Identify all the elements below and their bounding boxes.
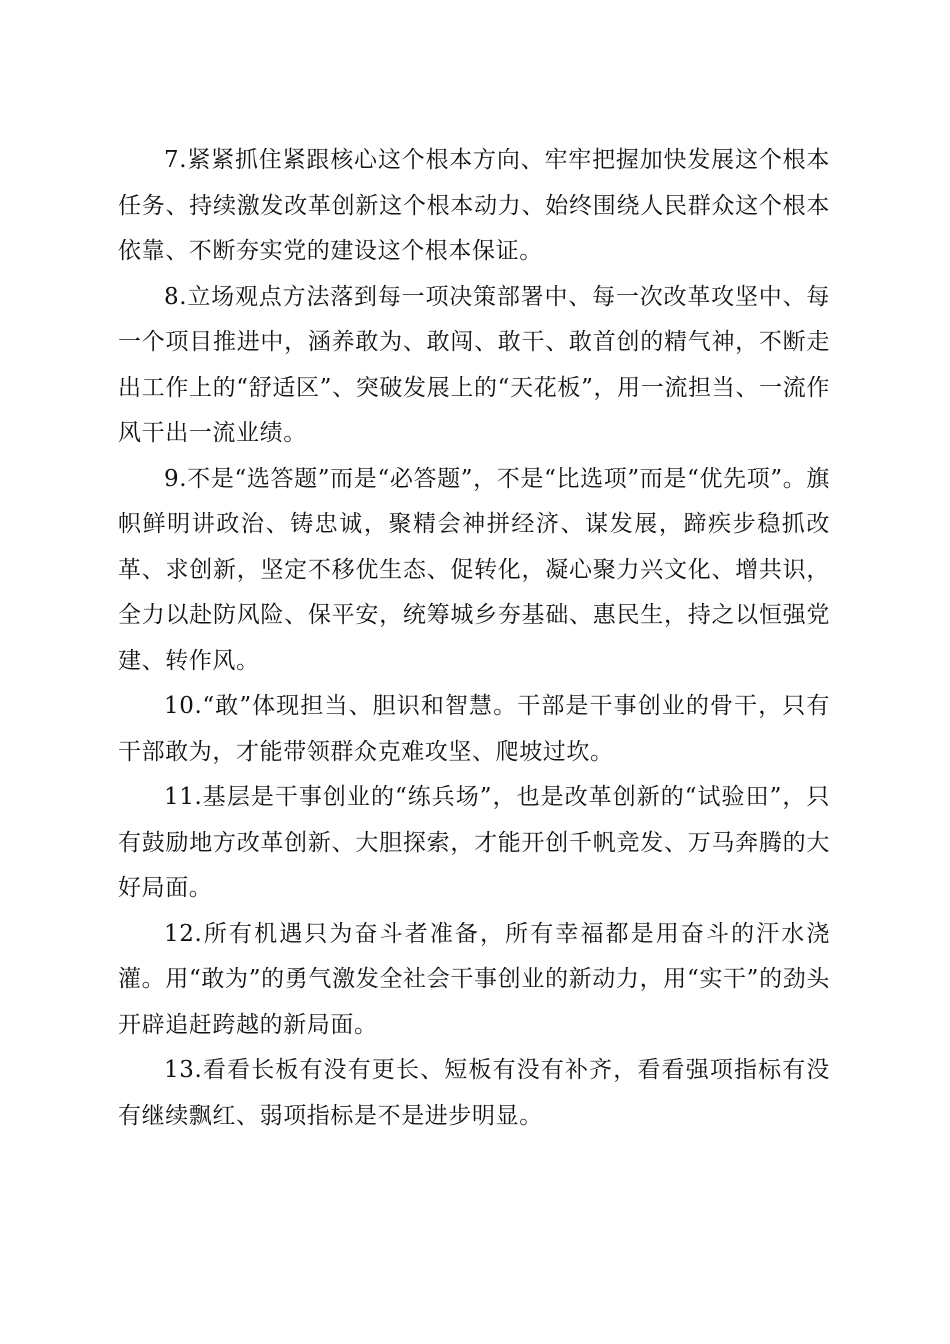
paragraph-10: 10.“敢”体现担当、胆识和智慧。干部是干事创业的骨干，只有干部敢为，才能带领群众克难攻坚、爬坡过坎。	[118, 693, 830, 765]
paragraph-7: 7.紧紧抓住紧跟核心这个根本方向、牢牢把握加快发展这个根本任务、持续激发改革创新这个根本动力、始终围绕人民群众这个根本依靠、不断夯实党的建设这个根本保证。	[118, 147, 830, 264]
paragraph-13: 13.看看长板有没有更长、短板有没有补齐，看看强项指标有没有继续飘红、弱项指标是不是进步明显。	[118, 1057, 830, 1129]
paragraph-9: 9.不是“选答题”而是“必答题”，不是“比选项”而是“优先项”。旗帜鲜明讲政治、铸忠诚，聚精会神拼经济、谋发展，蹄疾步稳抓改革、求创新，坚定不移优生态、促转化，凝心聚力兴文化、增共识，全力以赴防风险、保平安，统筹城乡夯基础、惠民生，持之以恒强党建、转作风。	[118, 465, 830, 674]
document-body	[118, 138, 830, 1139]
paragraph-8: 8.立场观点方法落到每一项决策部署中、每一次改革攻坚中、每一个项目推进中，涵养敢为、敢闯、敢干、敢首创的精气神，不断走出工作上的“舒适区”、突破发展上的“天花板”，用一流担当、一流作风干出一流业绩。	[118, 283, 830, 446]
paragraph-12: 12.所有机遇只为奋斗者准备，所有幸福都是用奋斗的汗水浇灌。用“敢为”的勇气激发全社会干事创业的新动力，用“实干”的劲头开辟追赶跨越的新局面。	[118, 920, 830, 1038]
paragraph-11: 11.基层是干事创业的“练兵场”，也是改革创新的“试验田”，只有鼓励地方改革创新、大胆探索，才能开创千帆竞发、万马奔腾的大好局面。	[118, 784, 830, 901]
